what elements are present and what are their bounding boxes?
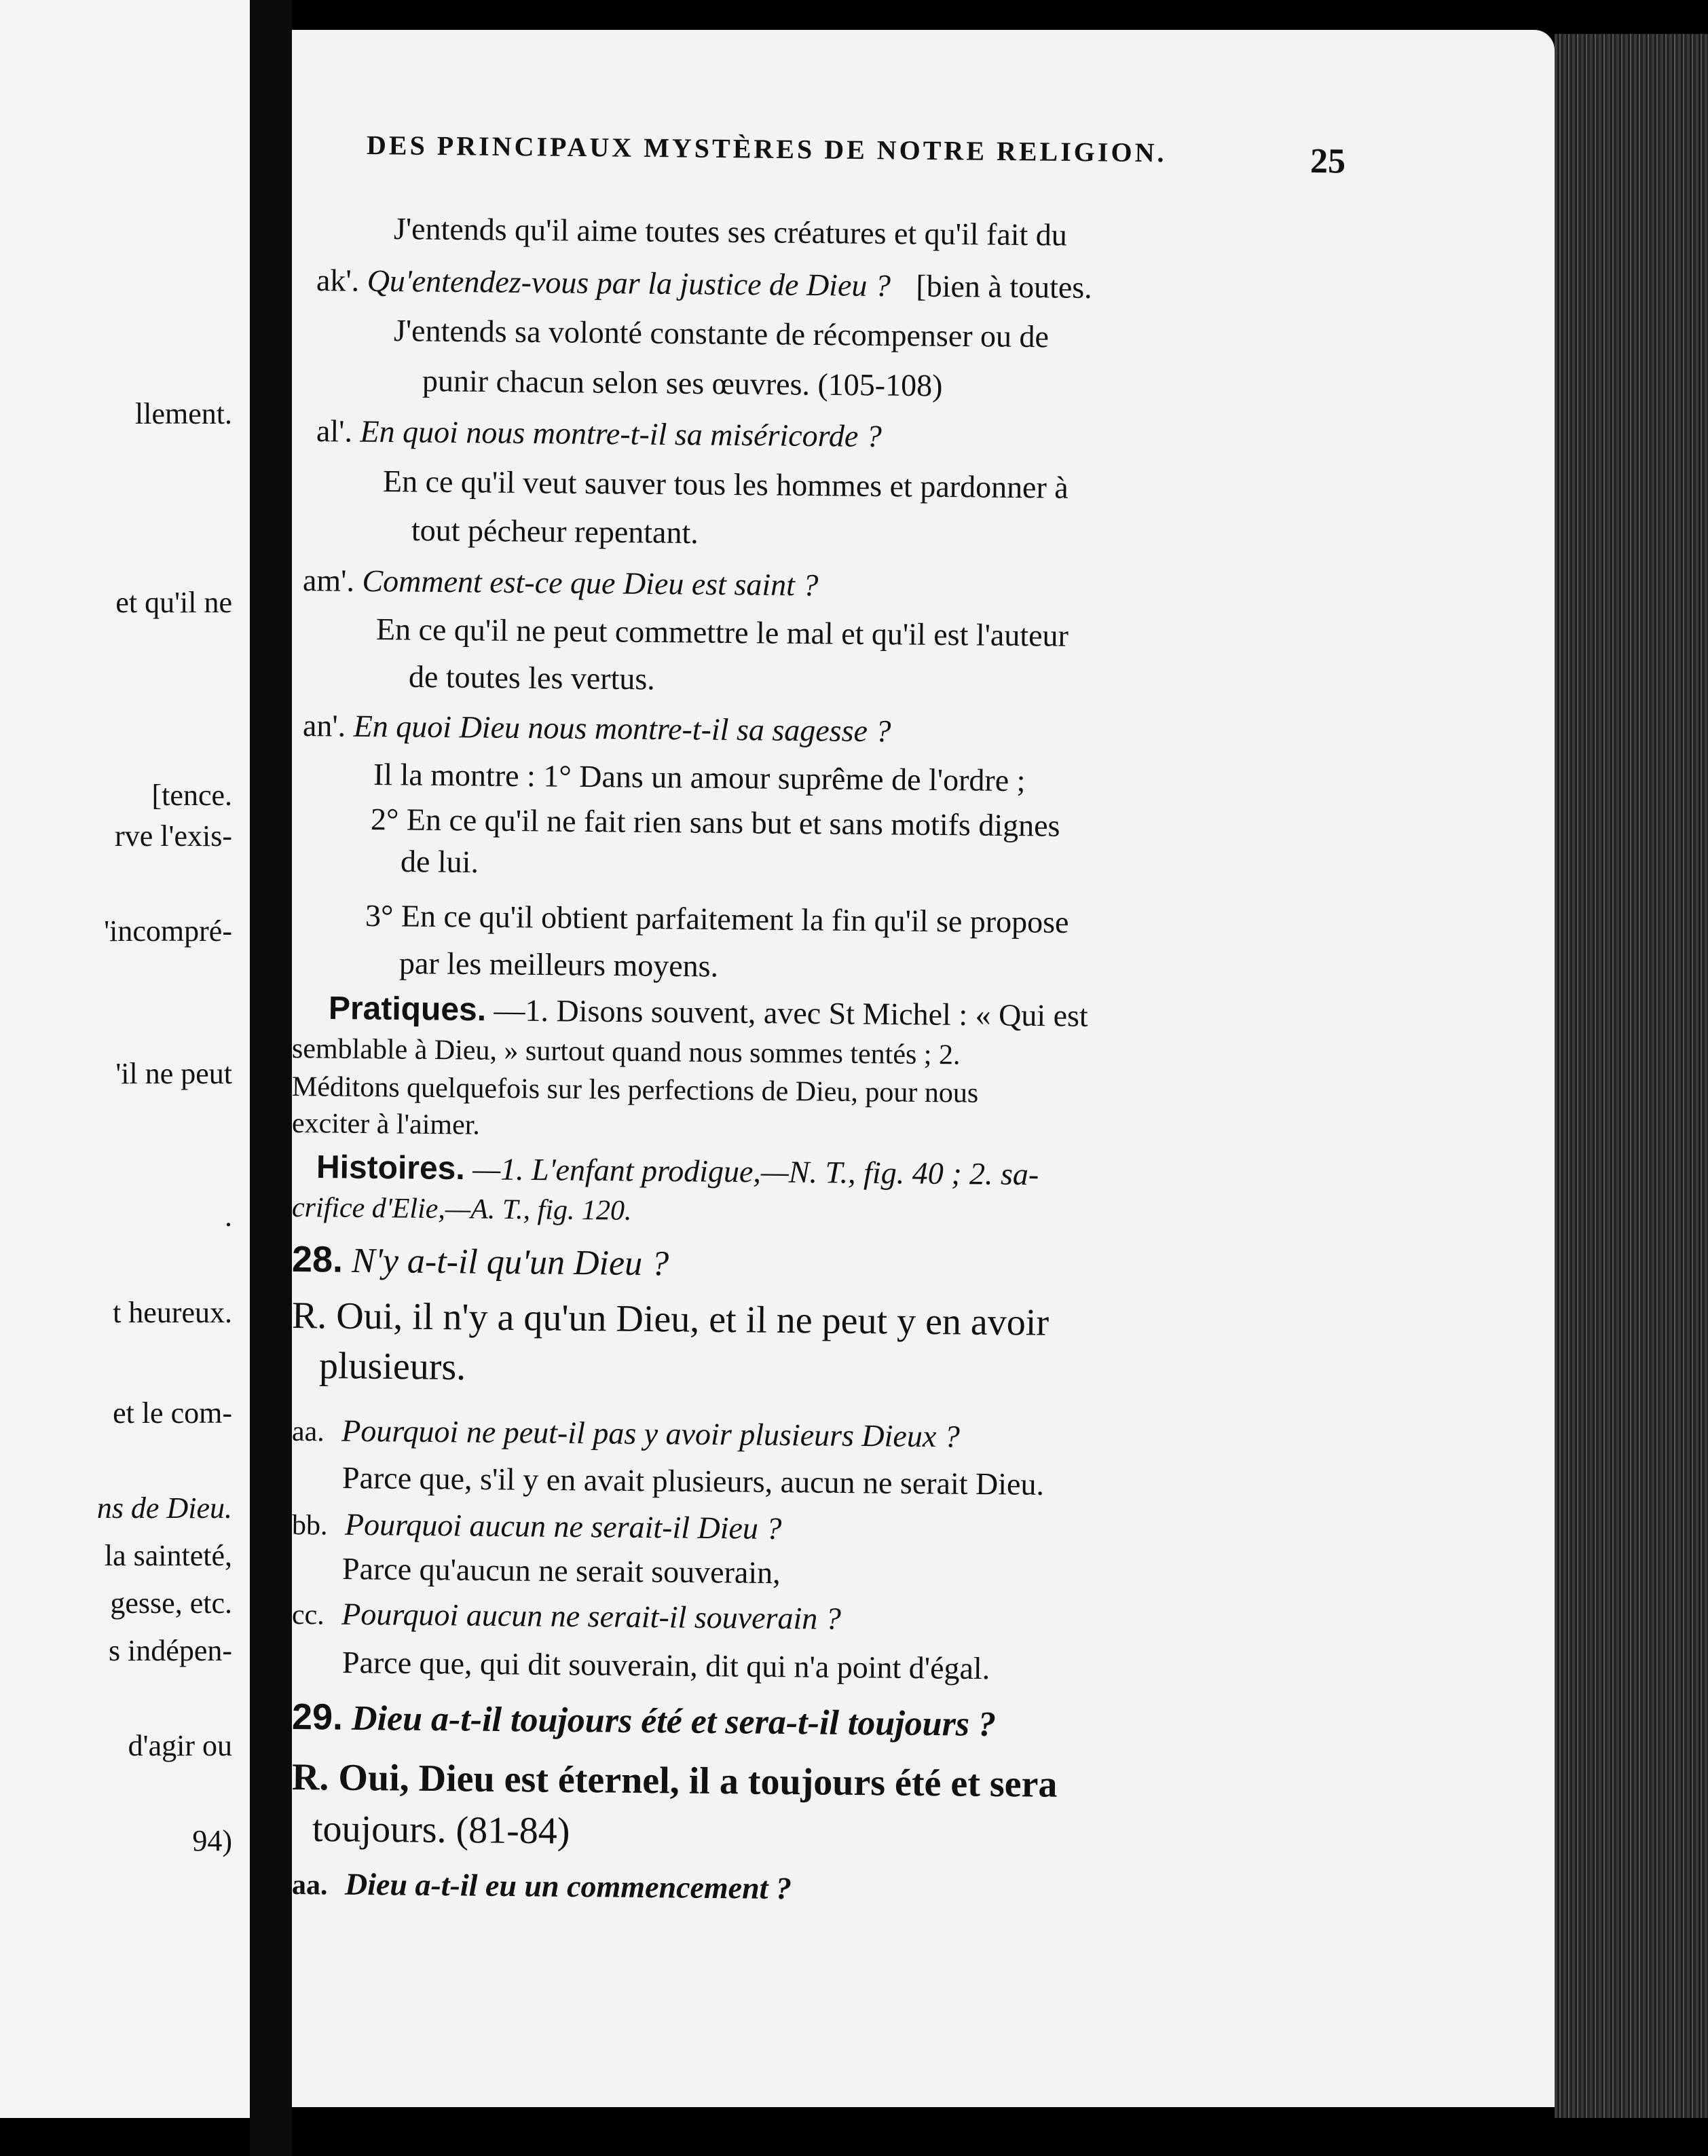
left-fragment: t heureux. [113,1296,232,1329]
pratiques-paragraph [329,992,1088,1033]
text-line: exciter à l'aimer. [292,1108,481,1141]
left-fragment: gesse, etc. [110,1586,232,1620]
text-line: Méditons quelquefois sur les perfections de Dieu, pour nous [292,1071,979,1109]
text-line: de toutes les vertus. [408,659,656,696]
question-29 [292,1698,996,1743]
text-line: crifice d'Elie,—A. T., fig. 120. [292,1192,632,1227]
question-text: Dieu a-t-il toujours été et sera-t-il toujours ? [351,1698,997,1744]
text-line: tout pécheur repentant. [411,513,699,551]
answer-line: toujours. (81-84) [312,1808,570,1853]
left-fragment: s indépen- [108,1634,232,1667]
book-gutter [250,0,292,2156]
item-label: aa. [292,1870,328,1901]
question-an [303,710,891,747]
question-text: En quoi Dieu nous montre-t-il sa sagesse ? [353,708,891,749]
left-fragment: [tence. [151,779,232,812]
question-aa [292,1415,960,1452]
answer-line: R. Oui, Dieu est éternel, il a toujours été et sera [292,1756,1058,1806]
left-fragment: 'incompré- [104,914,232,948]
left-fragment: la sainteté, [104,1539,232,1572]
question-text: En quoi nous montre-t-il sa miséricorde ? [360,413,883,453]
question-text: Comment est-ce que Dieu est saint ? [362,563,819,603]
answer-line: plusieurs. [318,1345,466,1389]
running-header [367,132,1167,166]
item-label: ak'. [316,263,360,298]
answer-line: Parce que, s'il y en avait plusieurs, aucun ne serait Dieu. [341,1460,1045,1502]
item-label: an'. [302,708,346,743]
histoires-heading: Histoires. [316,1149,465,1187]
text-line: semblable à Dieu, » surtout quand nous sommes tentés ; 2. [292,1033,961,1071]
question-al [316,415,882,452]
text-line: de lui. [400,844,479,880]
page-edge-stack [1555,34,1708,2118]
item-label: bb. [292,1510,328,1542]
item-label: aa. [292,1416,324,1448]
text-line: J'entends sa volonté constante de récompenser ou de [393,313,1050,354]
answer-line: R. Oui, il n'y a qu'un Dieu, et il ne peut y en avoir [292,1295,1050,1344]
question-aa-2 [292,1868,792,1904]
pratiques-heading: Pratiques. [328,990,487,1028]
text-line: 2° En ce qu'il ne fait rien sans but et sans motifs dignes [370,802,1060,843]
question-text: Pourquoi aucun ne serait-il souverain ? [341,1596,841,1636]
left-fragment: 'il ne peut [115,1057,232,1090]
text-line: En ce qu'il ne peut commettre le mal et qu'il est l'auteur [375,612,1069,653]
item-label: al'. [316,413,353,449]
question-text: Pourquoi ne peut-il pas y avoir plusieurs Dieux ? [341,1413,961,1454]
paragraph-text: —1. Disons souvent, avec St Michel : « Qui est [494,992,1088,1033]
question-bb [292,1508,782,1544]
text-line: par les meilleurs moyens. [398,946,719,984]
question-ak [316,265,1092,303]
question-number: 29. [292,1696,344,1738]
left-fragment: ns de Dieu. [96,1491,232,1525]
left-fragment: rve l'exis- [115,819,232,853]
question-cc [292,1598,841,1635]
left-fragment: llement. [135,397,232,430]
histoires-paragraph [316,1151,1039,1191]
overflow-text: [bien à toutes. [916,268,1092,305]
running-title: DES PRINCIPAUX MYSTÈRES DE NOTRE RELIGION. [366,130,1167,168]
left-fragment: . [225,1200,232,1233]
question-number: 28. [292,1239,344,1280]
question-text: Pourquoi aucun ne serait-il Dieu ? [344,1506,782,1546]
text-line: En ce qu'il veut sauver tous les hommes et pardonner à [382,464,1069,505]
question-text: N'y a-t-il qu'un Dieu ? [351,1241,669,1284]
left-fragment: et le com- [113,1396,232,1430]
text-line: J'entends qu'il aime toutes ses créatures et qu'il fait du [393,211,1068,253]
facing-page-left [0,0,250,2118]
answer-line: Parce qu'aucun ne serait souverain, [341,1551,781,1591]
left-fragment: 94) [192,1824,232,1857]
text-line: punir chacun selon ses œuvres. (105-108) [422,363,943,403]
text-line: 3° En ce qu'il obtient parfaitement la fin qu'il se propose [365,898,1069,940]
question-am [303,565,819,601]
left-fragment: d'agir ou [128,1729,232,1762]
question-text: Qu'entendez-vous par la justice de Dieu ? [367,263,891,303]
item-label: am'. [302,563,355,598]
paragraph-text: —1. L'enfant prodigue,—N. T., fig. 40 ; 2. sa- [472,1151,1039,1192]
book-page [292,30,1555,2107]
item-label: cc. [292,1599,324,1631]
question-28 [292,1241,669,1282]
page-number: 25 [1310,142,1346,181]
text-line: Il la montre : 1° Dans un amour suprême de l'ordre ; [373,757,1026,798]
question-text: Dieu a-t-il eu un commencement ? [344,1866,792,1906]
answer-line: Parce que, qui dit souverain, dit qui n'a point d'égal. [341,1645,990,1686]
left-fragment: et qu'il ne [115,586,232,619]
